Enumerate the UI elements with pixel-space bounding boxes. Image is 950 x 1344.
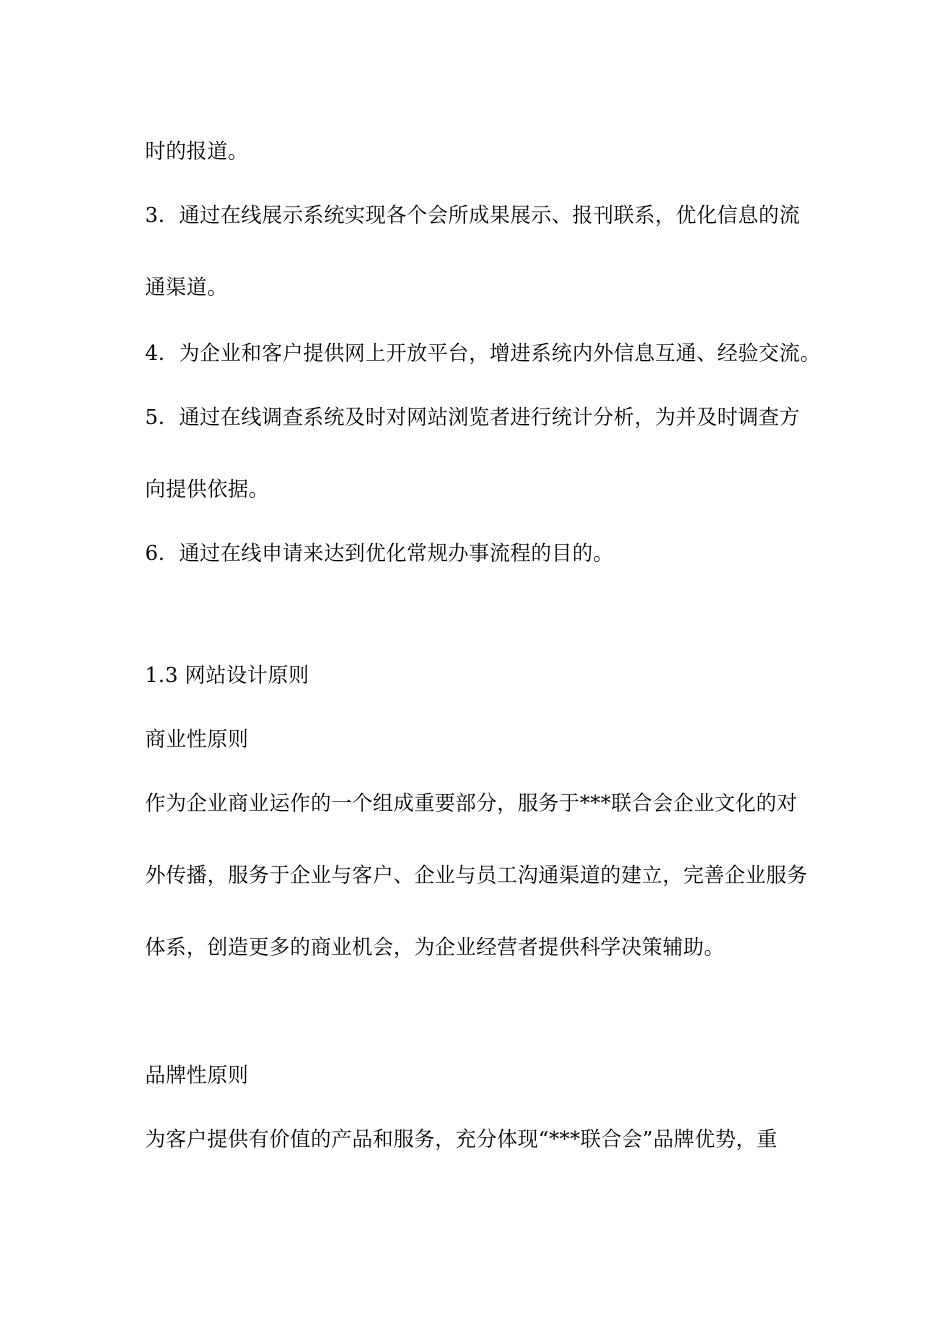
paragraph-commercial-line-1: 作为企业商业运作的一个组成重要部分，服务于***联合会企业文化的对	[145, 791, 798, 815]
list-item-4: 4．为企业和客户提供网上开放平台，增进系统内外信息互通、经验交流。	[145, 341, 821, 365]
paragraph-line-continuation: 时的报道。	[145, 139, 249, 163]
subheading-commercial-principle: 商业性原则	[145, 727, 249, 751]
list-item-6: 6．通过在线申请来达到优化常规办事流程的目的。	[145, 541, 614, 565]
list-item-5-line-2: 向提供依据。	[145, 477, 270, 501]
paragraph-commercial-line-2: 外传播，服务于企业与客户、企业与员工沟通渠道的建立，完善企业服务	[145, 863, 808, 887]
paragraph-commercial-line-3: 体系，创造更多的商业机会，为企业经营者提供科学决策辅助。	[145, 935, 725, 959]
paragraph-brand-line-1: 为客户提供有价值的产品和服务，充分体现“***联合会”品牌优势，重	[145, 1127, 778, 1151]
section-heading-1-3: 1.3 网站设计原则	[145, 663, 310, 687]
list-item-5-line-1: 5．通过在线调查系统及时对网站浏览者进行统计分析，为并及时调查方	[145, 405, 800, 429]
list-item-3-line-2: 通渠道。	[145, 275, 228, 299]
list-item-3-line-1: 3．通过在线展示系统实现各个会所成果展示、报刊联系，优化信息的流	[145, 203, 800, 227]
subheading-brand-principle: 品牌性原则	[145, 1063, 249, 1087]
